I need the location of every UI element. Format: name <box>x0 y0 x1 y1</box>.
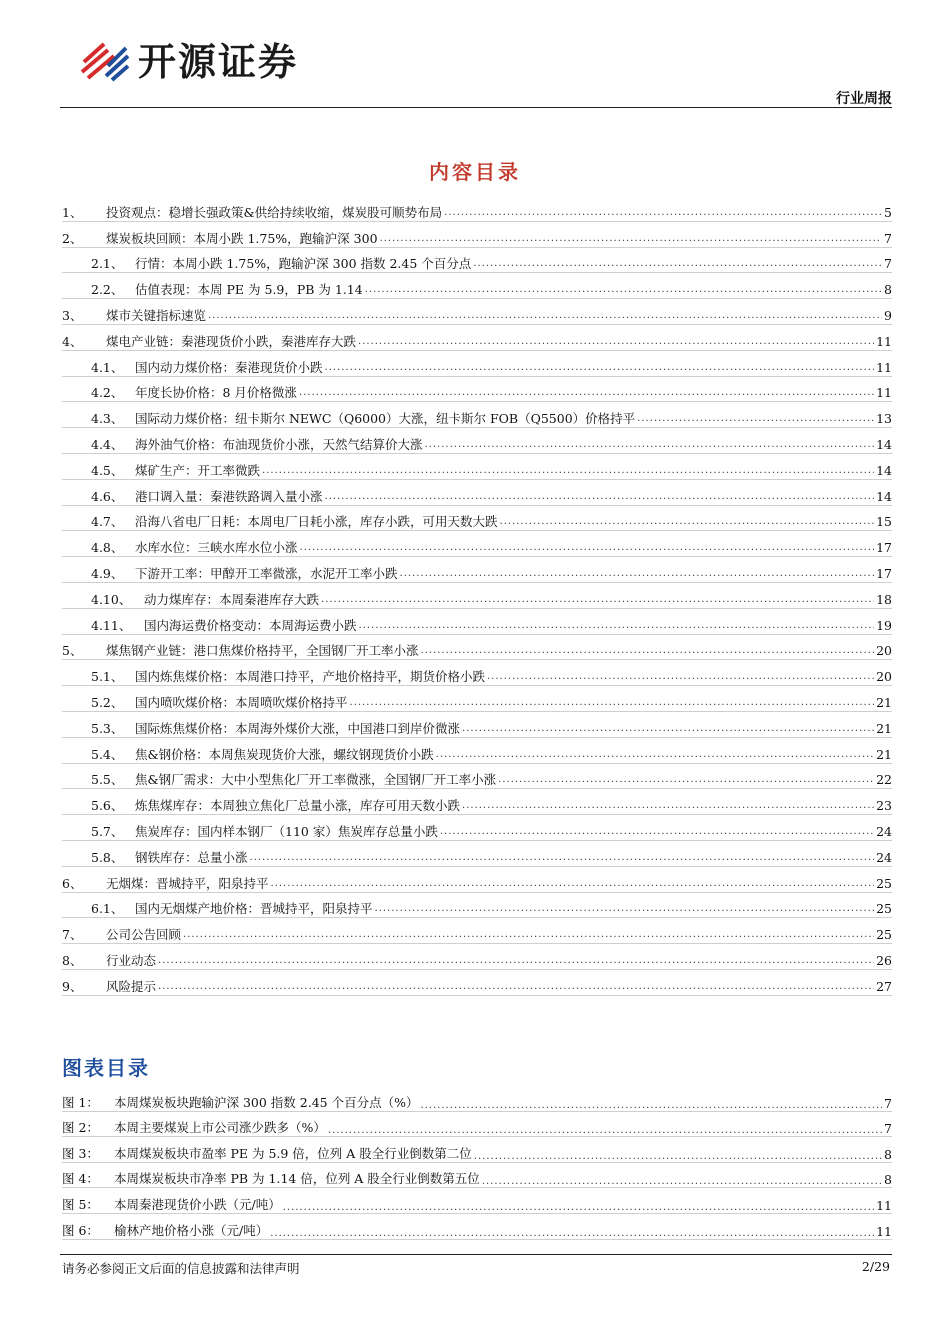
dot-leader <box>365 282 882 298</box>
toc-entry[interactable] <box>62 273 892 299</box>
toc-entry-page: 15 <box>876 514 892 530</box>
figure-entry[interactable] <box>62 1163 892 1189</box>
dot-leader <box>321 592 874 608</box>
toc-entry-title: 国际动力煤价格：纽卡斯尔 NEWC（Q6000）大涨，纽卡斯尔 FOB（Q5500）价格持平 <box>135 411 636 427</box>
dot-leader <box>474 1151 882 1162</box>
toc-entry[interactable] <box>62 867 892 893</box>
toc-entry-title: 无烟煤：晋城持平，阳泉持平 <box>106 875 269 891</box>
figure-entry[interactable] <box>62 1086 892 1112</box>
toc-entry-number: 9、 <box>62 978 83 994</box>
dot-leader <box>482 1176 882 1187</box>
toc-entry-page: 5 <box>884 204 892 220</box>
figure-entry-number: 图 5： <box>62 1196 99 1212</box>
toc-entry-number: 4.5、 <box>91 462 124 478</box>
toc-entry[interactable] <box>62 738 892 764</box>
toc-entry-page: 24 <box>876 823 892 839</box>
figure-entry-page: 8 <box>884 1146 892 1162</box>
toc-entry-title: 动力煤库存：本周秦港库存大跌 <box>144 591 320 607</box>
figure-entry-title: 本周煤炭板块跑输沪深 300 指数 2.45 个百分点（%） <box>114 1094 419 1110</box>
dot-leader <box>400 566 875 582</box>
toc-entry[interactable] <box>62 351 892 377</box>
toc-entry-number: 7、 <box>62 927 83 943</box>
dot-leader <box>462 721 874 737</box>
toc-entry-number: 5、 <box>62 643 83 659</box>
toc-entry-number: 6.1、 <box>91 901 124 917</box>
toc-entry-page: 13 <box>876 411 892 427</box>
dot-leader <box>375 901 875 917</box>
dot-leader <box>487 669 874 685</box>
dot-leader <box>328 1125 882 1136</box>
toc-entry-page: 14 <box>876 436 892 452</box>
dot-leader <box>262 463 874 479</box>
toc-entry[interactable] <box>62 635 892 661</box>
toc-entry[interactable] <box>62 789 892 815</box>
figure-entry-number: 图 1： <box>62 1094 99 1110</box>
brand-logo <box>78 28 378 88</box>
footer-divider <box>60 1254 892 1255</box>
dot-leader <box>325 360 875 376</box>
dot-leader <box>158 979 874 995</box>
dot-leader <box>425 437 875 453</box>
figure-entry-title: 本周秦港现货价小跌（元/吨） <box>114 1196 281 1212</box>
toc-entry[interactable] <box>62 944 892 970</box>
toc-entry-title: 钢铁库存：总量小涨 <box>135 849 248 865</box>
table-of-contents <box>62 196 892 996</box>
dot-leader <box>637 411 874 427</box>
dot-leader <box>359 618 875 634</box>
figure-entry-number: 图 6： <box>62 1222 99 1238</box>
toc-entry-page: 18 <box>876 591 892 607</box>
toc-entry-page: 25 <box>876 901 892 917</box>
toc-entry-page: 8 <box>884 282 892 298</box>
dot-leader <box>270 1228 874 1239</box>
toc-entry-number: 5.6、 <box>91 798 124 814</box>
toc-entry-page: 26 <box>876 952 892 968</box>
toc-entry[interactable] <box>62 609 892 635</box>
toc-entry[interactable] <box>62 660 892 686</box>
figure-entry-title: 本周主要煤炭上市公司涨少跌多（%） <box>114 1120 326 1136</box>
toc-entry-number: 4.2、 <box>91 385 124 401</box>
figure-entry-title: 本周煤炭板块市盈率 PE 为 5.9 倍，位列 A 股全行业倒数第二位 <box>114 1145 472 1161</box>
toc-entry[interactable] <box>62 222 892 248</box>
toc-entry-number: 6、 <box>62 875 83 891</box>
toc-entry-title: 海外油气价格：布油现货价小涨，天然气结算价大涨 <box>135 436 423 452</box>
toc-entry[interactable] <box>62 893 892 919</box>
toc-entry-number: 1、 <box>62 204 83 220</box>
dot-leader <box>300 540 875 556</box>
footer-page-indicator: 2/29 <box>861 1259 890 1274</box>
figure-entry-page: 11 <box>876 1223 892 1239</box>
toc-entry-title: 焦&钢价格：本周焦炭现货价大涨，螺纹钢现货价小跌 <box>135 746 434 762</box>
document-type: 行业周报 <box>836 91 892 107</box>
toc-entry[interactable] <box>62 506 892 532</box>
toc-entry-number: 4.6、 <box>91 488 124 504</box>
toc-entry-number: 4、 <box>62 333 83 349</box>
dot-leader <box>325 489 875 505</box>
dot-leader <box>436 747 874 763</box>
toc-entry-number: 5.8、 <box>91 849 124 865</box>
toc-entry-page: 21 <box>876 694 892 710</box>
toc-entry-number: 5.4、 <box>91 746 124 762</box>
toc-entry-page: 11 <box>876 359 892 375</box>
toc-entry-title: 沿海八省电厂日耗：本周电厂日耗小涨，库存小跌，可用天数大跌 <box>135 514 498 530</box>
toc-entry-page: 14 <box>876 488 892 504</box>
toc-entry-number: 2、 <box>62 230 83 246</box>
toc-entry[interactable] <box>62 325 892 351</box>
header-divider <box>60 107 892 108</box>
toc-entry-page: 7 <box>884 256 892 272</box>
dot-leader <box>462 798 874 814</box>
toc-entry-number: 5.7、 <box>91 823 124 839</box>
figure-entry-title: 榆林产地价格小涨（元/吨） <box>114 1222 269 1238</box>
toc-entry-number: 4.1、 <box>91 359 124 375</box>
dot-leader <box>299 385 874 401</box>
figure-entry-page: 8 <box>884 1172 892 1188</box>
toc-entry-title: 估值表现：本周 PE 为 5.9，PB 为 1.14 <box>135 282 363 298</box>
toc-entry-page: 20 <box>876 669 892 685</box>
figure-entry[interactable] <box>62 1214 892 1240</box>
toc-entry-title: 年度长协价格：8 月价格微涨 <box>135 385 297 401</box>
toc-entry-title: 水库水位：三峡水库水位小涨 <box>135 540 298 556</box>
figure-entry-page: 11 <box>876 1197 892 1213</box>
figure-entry[interactable] <box>62 1112 892 1138</box>
toc-entry-number: 3、 <box>62 307 83 323</box>
toc-entry[interactable] <box>62 686 892 712</box>
footer-disclaimer: 请务必参阅正文后面的信息披露和法律声明 <box>62 1261 300 1276</box>
toc-entry-page: 25 <box>876 875 892 891</box>
toc-entry-title: 煤焦钢产业链：港口焦煤价格持平，全国钢厂开工率小涨 <box>106 643 419 659</box>
toc-entry-number: 4.10、 <box>91 591 132 607</box>
toc-entry-title: 投资观点：稳增长强政策&供给持续收缩，煤炭股可顺势布局 <box>106 204 443 220</box>
dot-leader <box>208 308 882 324</box>
toc-entry-number: 4.8、 <box>91 540 124 556</box>
toc-entry-title: 国内炼焦煤价格：本周港口持平，产地价格持平，期货价格小跌 <box>135 669 486 685</box>
toc-entry-number: 4.4、 <box>91 436 124 452</box>
toc-entry-title: 行业动态 <box>106 952 157 968</box>
toc-entry-page: 25 <box>876 927 892 943</box>
page-header <box>60 18 892 106</box>
toc-entry-title: 风险提示 <box>106 978 157 994</box>
dot-leader <box>500 514 875 530</box>
figure-list <box>62 1086 892 1240</box>
toc-entry-title: 下游开工率：甲醇开工率微涨，水泥开工率小跌 <box>135 565 398 581</box>
toc-entry-number: 4.7、 <box>91 514 124 530</box>
toc-entry-page: 21 <box>876 720 892 736</box>
toc-entry-number: 2.2、 <box>91 282 124 298</box>
toc-entry[interactable] <box>62 428 892 454</box>
toc-entry[interactable] <box>62 918 892 944</box>
dot-leader <box>498 772 874 788</box>
toc-entry[interactable] <box>62 712 892 738</box>
toc-entry[interactable] <box>62 196 892 222</box>
toc-entry-page: 7 <box>884 230 892 246</box>
toc-entry[interactable] <box>62 377 892 403</box>
figure-entry-number: 图 2： <box>62 1120 99 1136</box>
toc-entry-number: 8、 <box>62 952 83 968</box>
toc-entry-page: 27 <box>876 978 892 994</box>
toc-entry-title: 煤电产业链：秦港现货价小跌，秦港库存大跌 <box>106 333 357 349</box>
toc-entry-page: 17 <box>876 540 892 556</box>
dot-leader <box>444 205 882 221</box>
toc-entry-title: 炼焦煤库存：本周独立焦化厂总量小涨，库存可用天数小跌 <box>135 798 461 814</box>
toc-entry-number: 4.11、 <box>91 617 132 633</box>
toc-entry-page: 11 <box>876 333 892 349</box>
toc-entry-title: 焦&钢厂需求：大中小型焦化厂开工率微涨，全国钢厂开工率小涨 <box>135 772 497 788</box>
figure-entry-title: 本周煤炭板块市净率 PB 为 1.14 倍，位列 A 股全行业倒数第五位 <box>114 1171 480 1187</box>
dot-leader <box>358 334 874 350</box>
toc-entry[interactable] <box>62 299 892 325</box>
toc-entry-title: 煤矿生产：开工率微跌 <box>135 462 261 478</box>
toc-entry-title: 公司公告回顾 <box>106 927 182 943</box>
toc-entry[interactable] <box>62 454 892 480</box>
toc-entry-number: 5.5、 <box>91 772 124 788</box>
dot-leader <box>420 1100 882 1111</box>
dot-leader <box>183 927 874 943</box>
toc-entry[interactable] <box>62 970 892 996</box>
dot-leader <box>473 256 882 272</box>
toc-entry-number: 5.1、 <box>91 669 124 685</box>
figure-entry[interactable] <box>62 1188 892 1214</box>
toc-entry-title: 国内喷吹煤价格：本周喷吹煤价格持平 <box>135 694 348 710</box>
figure-list-title: 图表目录 <box>62 1056 150 1080</box>
toc-entry-page: 11 <box>876 385 892 401</box>
toc-entry[interactable] <box>62 583 892 609</box>
dot-leader <box>158 953 874 969</box>
toc-entry-page: 9 <box>884 307 892 323</box>
toc-entry[interactable] <box>62 841 892 867</box>
toc-entry-title: 国内无烟煤产地价格：晋城持平，阳泉持平 <box>135 901 373 917</box>
toc-entry-title: 行情：本周小跌 1.75%，跑输沪深 300 指数 2.45 个百分点 <box>135 256 472 272</box>
figure-entry-number: 图 4： <box>62 1171 99 1187</box>
toc-entry[interactable] <box>62 764 892 790</box>
dot-leader <box>421 643 875 659</box>
figure-entry[interactable] <box>62 1137 892 1163</box>
figure-entry-page: 7 <box>884 1095 892 1111</box>
toc-entry-number: 4.3、 <box>91 411 124 427</box>
toc-entry-title: 国际炼焦煤价格：本周海外煤价大涨，中国港口到岸价微涨 <box>135 720 461 736</box>
toc-entry[interactable] <box>62 531 892 557</box>
toc-entry-number: 2.1、 <box>91 256 124 272</box>
toc-entry-title: 焦炭库存：国内样本钢厂（110 家）焦炭库存总量小跌 <box>135 823 438 839</box>
toc-entry-title: 煤市关键指标速览 <box>106 307 207 323</box>
toc-entry-page: 19 <box>876 617 892 633</box>
toc-entry-page: 20 <box>876 643 892 659</box>
dot-leader <box>283 1202 874 1213</box>
toc-entry-number: 5.3、 <box>91 720 124 736</box>
toc-entry-page: 23 <box>876 798 892 814</box>
brand-name: 开源证券 <box>138 39 299 84</box>
toc-entry-title: 煤炭板块回顾：本周小跌 1.75%，跑输沪深 300 <box>106 230 378 246</box>
toc-entry[interactable] <box>62 248 892 274</box>
toc-entry[interactable] <box>62 557 892 583</box>
toc-entry-page: 17 <box>876 565 892 581</box>
dot-leader <box>380 231 883 247</box>
toc-entry-page: 22 <box>876 772 892 788</box>
toc-entry-title: 国内海运费价格变动：本周海运费小跌 <box>144 617 357 633</box>
toc-entry-page: 24 <box>876 849 892 865</box>
toc-entry-page: 21 <box>876 746 892 762</box>
figure-entry-number: 图 3： <box>62 1145 99 1161</box>
toc-entry[interactable] <box>62 815 892 841</box>
toc-entry[interactable] <box>62 402 892 428</box>
toc-entry-page: 14 <box>876 462 892 478</box>
toc-entry[interactable] <box>62 480 892 506</box>
toc-title: 内容目录 <box>429 160 521 184</box>
dot-leader <box>350 695 875 711</box>
dot-leader <box>271 876 875 892</box>
toc-entry-number: 5.2、 <box>91 694 124 710</box>
toc-entry-number: 4.9、 <box>91 565 124 581</box>
toc-entry-title: 国内动力煤价格：秦港现货价小跌 <box>135 359 323 375</box>
dot-leader <box>250 850 875 866</box>
toc-entry-title: 港口调入量：秦港铁路调入量小涨 <box>135 488 323 504</box>
figure-entry-page: 7 <box>884 1121 892 1137</box>
kaiyuan-logo-icon <box>78 32 130 84</box>
dot-leader <box>440 824 874 840</box>
